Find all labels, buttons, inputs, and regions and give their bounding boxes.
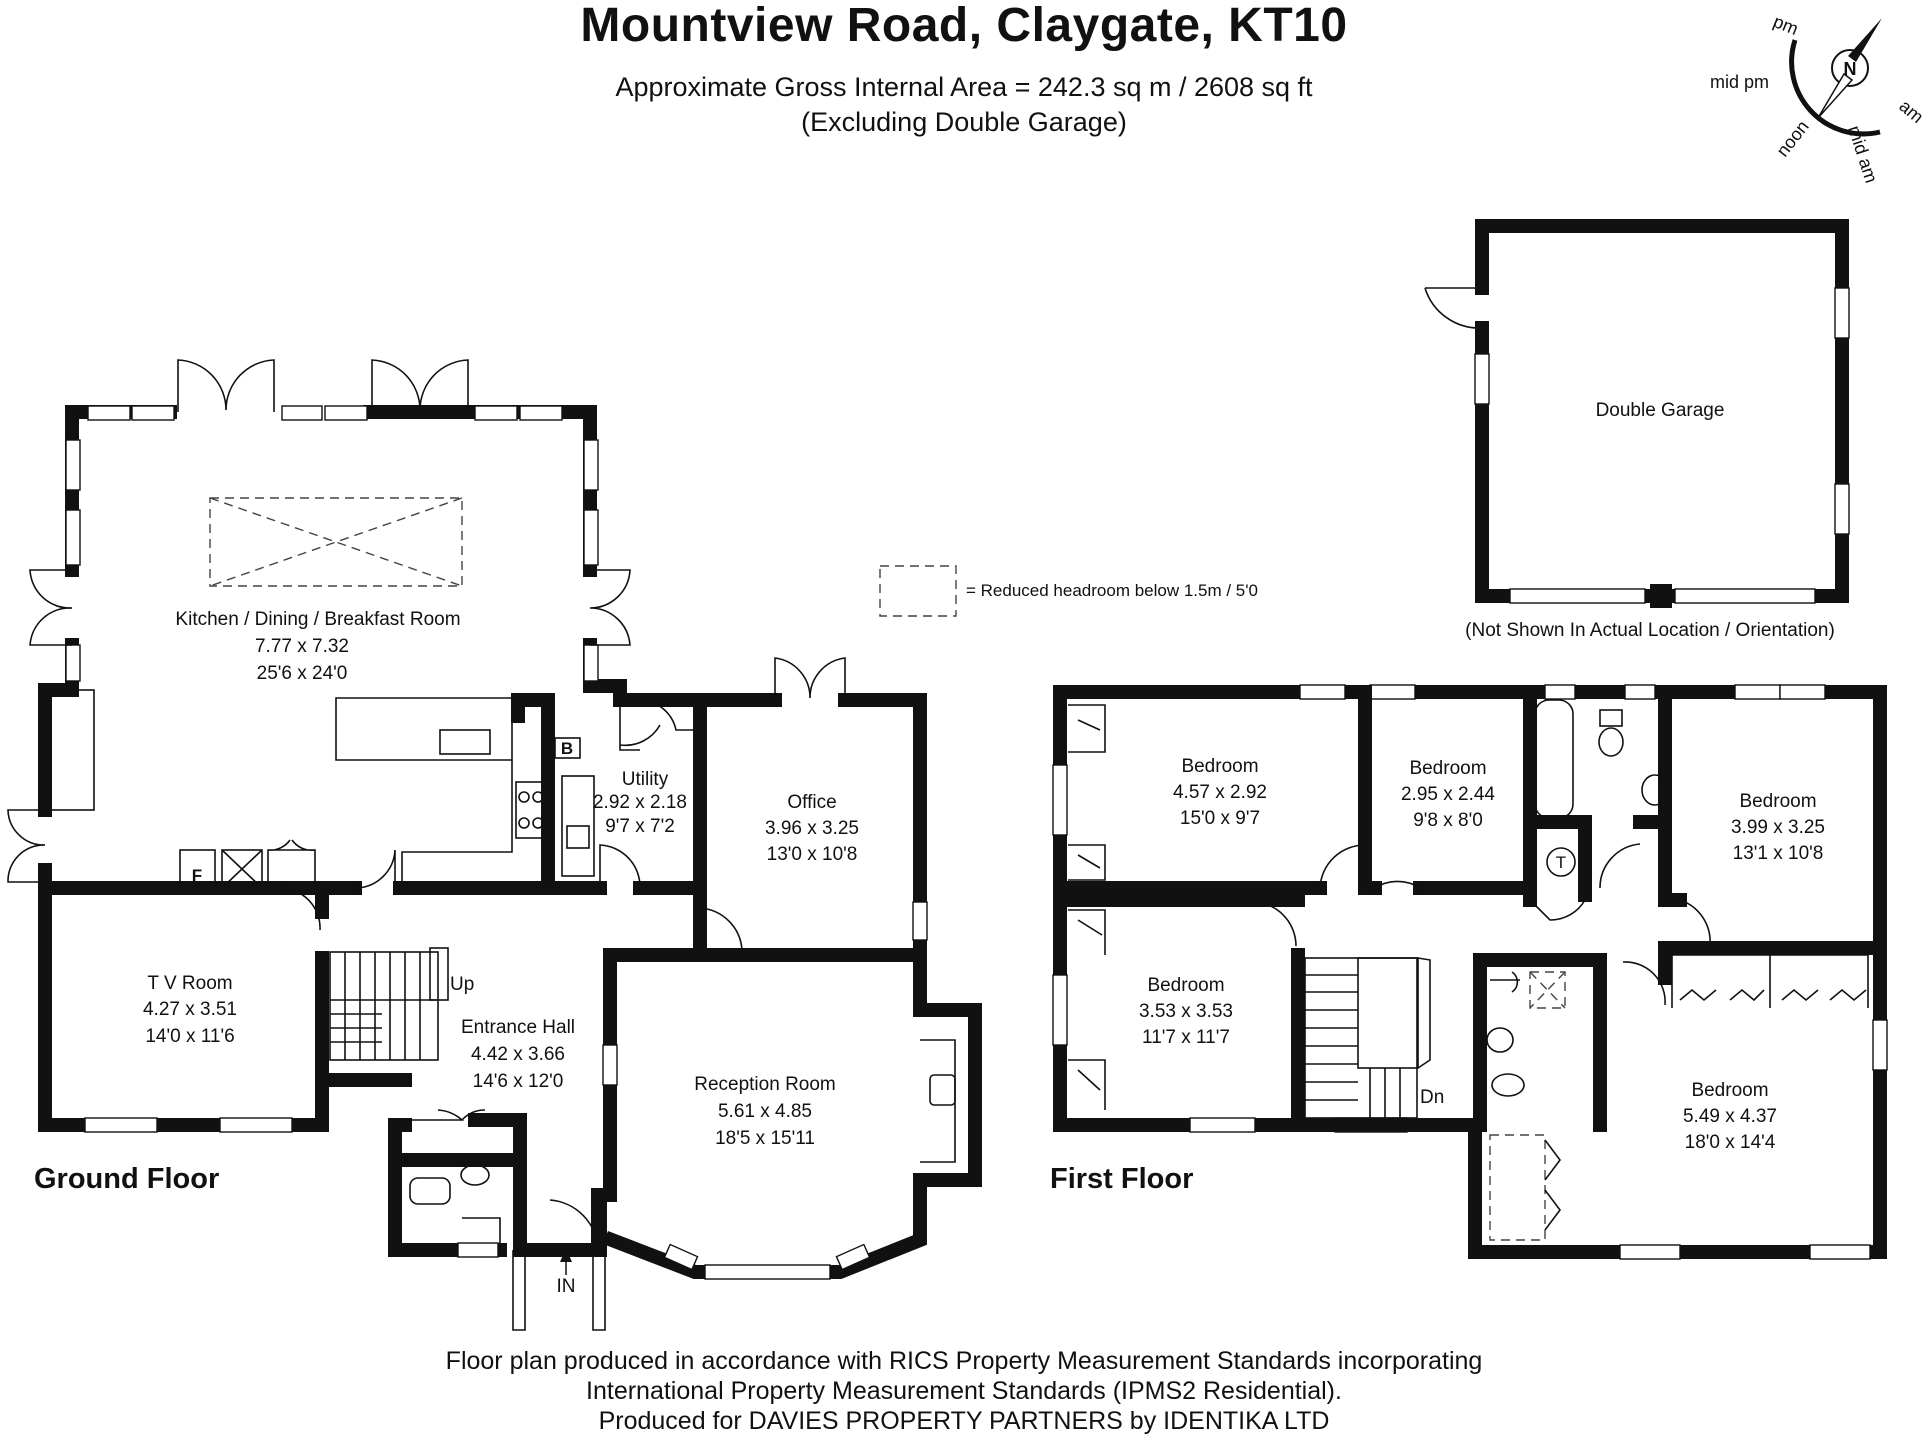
- boiler-mark: B: [560, 739, 574, 758]
- tank-mark: T: [1555, 853, 1567, 872]
- room-metric: 3.96 x 3.25: [764, 818, 860, 839]
- room-imperial: 25'6 x 24'0: [256, 663, 348, 684]
- compass-north: N: [1843, 59, 1857, 79]
- room-bedroom-4: [1139, 975, 1233, 1048]
- room-entrance-hall: [461, 1017, 575, 1092]
- room-name: Kitchen / Dining / Breakfast Room: [175, 609, 461, 630]
- stairs-down-mark: Dn: [1420, 1087, 1445, 1108]
- footer-line-1: Floor plan produced in accordance with RICS Property Measurement Standards incorporating: [445, 1347, 1483, 1375]
- room-metric: 4.27 x 3.51: [142, 999, 238, 1020]
- room-tv: [143, 973, 237, 1047]
- room-name: Reception Room: [694, 1074, 836, 1095]
- room-bedroom-1: [1173, 756, 1267, 829]
- room-bedroom-5: [1683, 1080, 1777, 1153]
- room-metric: 3.99 x 3.25: [1730, 817, 1826, 838]
- room-metric: 4.57 x 2.92: [1172, 782, 1268, 803]
- room-name: Bedroom: [1147, 975, 1225, 996]
- compass-label-pm: pm: [1770, 11, 1802, 40]
- exclusion-text: (Excluding Double Garage): [801, 107, 1127, 137]
- room-imperial: 13'0 x 10'8: [766, 844, 858, 865]
- room-metric: 5.61 x 4.85: [717, 1101, 813, 1122]
- ground-floor-plan: [8, 360, 975, 1330]
- area-text: Approximate Gross Internal Area = 242.3 sq m / 2608 sq ft: [615, 72, 1313, 102]
- entrance-in-mark: IN: [556, 1276, 576, 1297]
- garage-note: (Not Shown In Actual Location / Orientation): [1465, 620, 1835, 641]
- room-name: Office: [787, 792, 837, 813]
- room-imperial: 11'7 x 11'7: [1142, 1027, 1230, 1048]
- room-name: Utility: [621, 769, 669, 790]
- ground-floor-label: Ground Floor: [34, 1163, 220, 1195]
- room-utility: [593, 769, 687, 837]
- room-imperial: 13'1 x 10'8: [1732, 843, 1824, 864]
- legend-swatch: [880, 566, 956, 616]
- room-name: T V Room: [147, 973, 233, 994]
- footer-line-2: International Property Measurement Standards (IPMS2 Residential).: [586, 1377, 1342, 1405]
- room-imperial: 14'6 x 12'0: [472, 1071, 564, 1092]
- room-name: Bedroom: [1691, 1080, 1769, 1101]
- compass-label-midpm: mid pm: [1710, 72, 1770, 92]
- stairs-up-mark: Up: [450, 974, 475, 995]
- room-metric: 5.49 x 4.37: [1682, 1106, 1778, 1127]
- room-bedroom-2: [1401, 758, 1495, 831]
- compass-label-noon: noon: [1772, 116, 1813, 161]
- footer-line-3: Produced for DAVIES PROPERTY PARTNERS by IDENTIKA LTD: [598, 1407, 1330, 1435]
- room-reception: [694, 1074, 836, 1149]
- double-garage: [1425, 226, 1849, 641]
- first-floor-label: First Floor: [1050, 1163, 1194, 1195]
- fridge-mark: F: [191, 866, 203, 885]
- room-imperial: 18'0 x 14'4: [1684, 1132, 1776, 1153]
- room-bedroom-3: [1731, 791, 1825, 864]
- room-imperial: 14'0 x 11'6: [145, 1026, 235, 1047]
- room-metric: 2.95 x 2.44: [1400, 784, 1496, 805]
- page-title: Mountview Road, Claygate, KT10: [580, 0, 1348, 52]
- room-name: Bedroom: [1409, 758, 1487, 779]
- room-name: Bedroom: [1739, 791, 1817, 812]
- legend-text: = Reduced headroom below 1.5m / 5'0: [966, 581, 1258, 600]
- room-imperial: 9'8 x 8'0: [1413, 810, 1483, 831]
- room-name: Entrance Hall: [460, 1017, 576, 1038]
- room-metric: 3.53 x 3.53: [1138, 1001, 1234, 1022]
- room-metric: 7.77 x 7.32: [254, 636, 350, 657]
- room-imperial: 15'0 x 9'7: [1179, 808, 1261, 829]
- room-office: [765, 792, 859, 865]
- room-metric: 2.92 x 2.18: [592, 792, 688, 813]
- room-name: Bedroom: [1181, 756, 1259, 777]
- compass-label-am: am: [1895, 95, 1928, 128]
- room-kitchen: [175, 609, 460, 684]
- compass-label-midam: mid am: [1844, 123, 1882, 186]
- room-imperial: 18'5 x 15'11: [715, 1128, 815, 1149]
- legend: [880, 566, 1258, 616]
- room-metric: 4.42 x 3.66: [470, 1044, 566, 1065]
- garage-label: Double Garage: [1595, 400, 1725, 421]
- compass-icon: [1710, 11, 1927, 185]
- first-floor-plan: [1050, 685, 1887, 1259]
- room-imperial: 9'7 x 7'2: [605, 816, 675, 837]
